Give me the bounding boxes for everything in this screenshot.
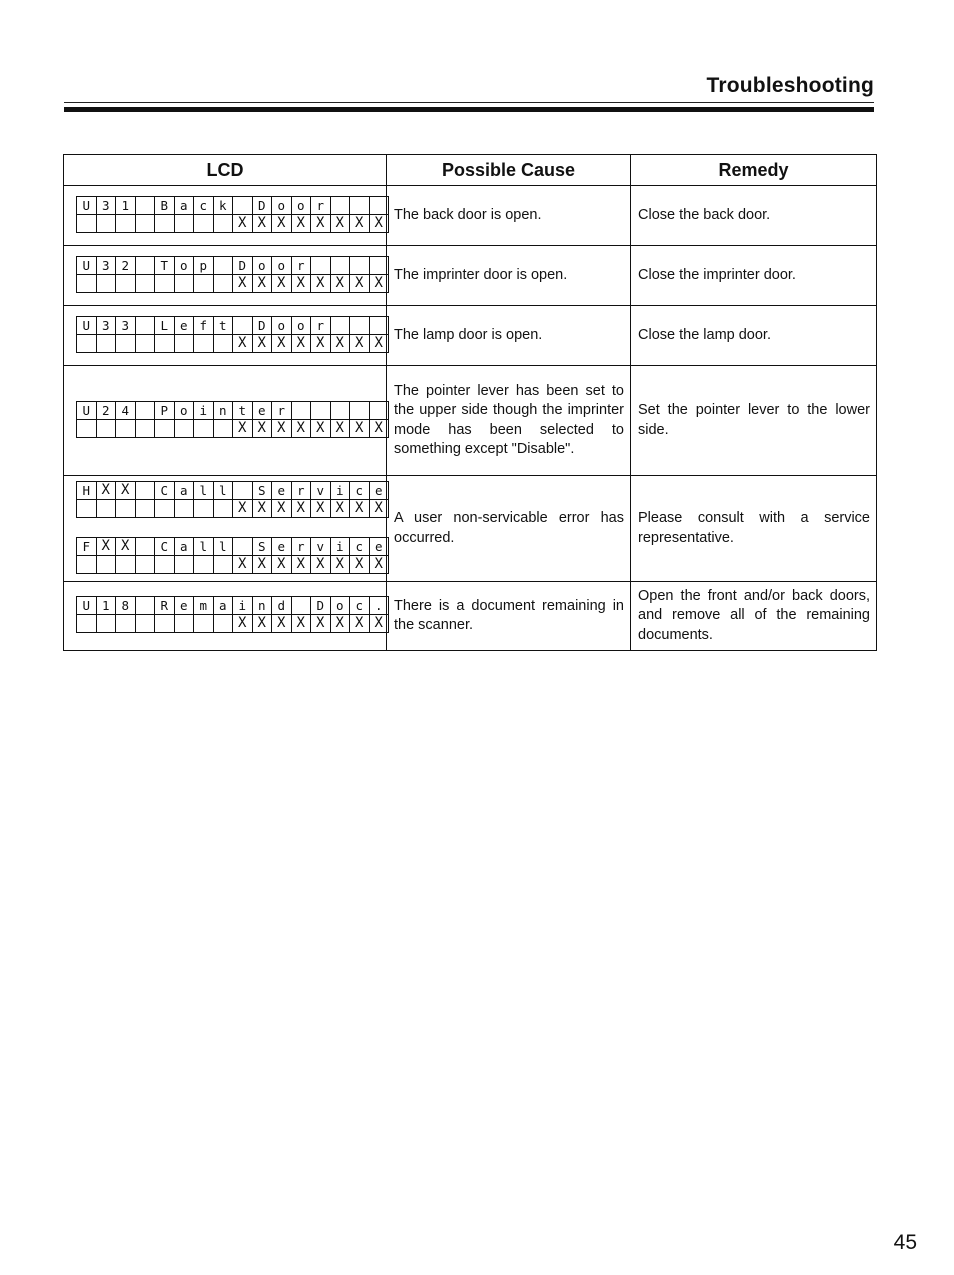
lcd-char: X [330, 419, 351, 438]
lcd-char [349, 316, 370, 335]
lcd-cell [64, 306, 387, 366]
lcd-char: r [310, 316, 331, 335]
lcd-char [135, 419, 156, 438]
lcd-char: . [369, 596, 390, 615]
lcd-char: l [193, 481, 214, 500]
lcd-char: X [330, 274, 351, 293]
lcd-char [232, 537, 253, 556]
lcd-char [193, 555, 214, 574]
lcd-cell [64, 582, 387, 651]
lcd-char: f [193, 316, 214, 335]
lcd-char [213, 256, 234, 275]
lcd-char: r [271, 401, 292, 420]
lcd-char: L [154, 316, 175, 335]
lcd-char: i [193, 401, 214, 420]
lcd-line1 [76, 256, 388, 274]
lcd-char [96, 614, 117, 633]
lcd-char: D [232, 256, 253, 275]
lcd-char: P [154, 401, 175, 420]
lcd-char: n [213, 401, 234, 420]
lcd-char: o [291, 316, 312, 335]
lcd-char [135, 196, 156, 215]
lcd-char: a [213, 596, 234, 615]
lcd-line2 [76, 555, 388, 573]
lcd-char: C [154, 537, 175, 556]
lcd-char [76, 614, 97, 633]
lcd-char: X [349, 555, 370, 574]
lcd-char: X [271, 274, 292, 293]
lcd-char: r [291, 256, 312, 275]
lcd-display [76, 537, 388, 573]
lcd-char: U [76, 316, 97, 335]
lcd-char [115, 334, 136, 353]
column-header-lcd: LCD [64, 155, 387, 186]
lcd-char: X [271, 555, 292, 574]
lcd-char: X [349, 614, 370, 633]
lcd-char: i [330, 481, 351, 500]
lcd-display [76, 401, 388, 437]
lcd-char [174, 555, 195, 574]
lcd-char: 1 [115, 196, 136, 215]
lcd-line1 [76, 401, 388, 419]
lcd-char [213, 274, 234, 293]
lcd-char [174, 419, 195, 438]
lcd-char: X [271, 419, 292, 438]
lcd-char [115, 214, 136, 233]
lcd-char: o [252, 256, 273, 275]
lcd-char: X [349, 499, 370, 518]
remedy-text: Set the pointer lever to the lower side. [631, 366, 877, 476]
lcd-char [174, 334, 195, 353]
lcd-char: e [369, 537, 390, 556]
lcd-char [135, 214, 156, 233]
lcd-char [135, 334, 156, 353]
lcd-char: U [76, 596, 97, 615]
lcd-char: X [291, 555, 312, 574]
lcd-char [369, 196, 390, 215]
column-header-remedy: Remedy [631, 155, 877, 186]
lcd-char: X [115, 481, 136, 500]
lcd-char: X [369, 419, 390, 438]
lcd-char [154, 274, 175, 293]
lcd-char [96, 419, 117, 438]
lcd-char: a [174, 481, 195, 500]
lcd-display [76, 256, 388, 292]
lcd-char [213, 499, 234, 518]
lcd-char: X [96, 537, 117, 556]
lcd-char: o [271, 256, 292, 275]
lcd-line2 [76, 214, 388, 232]
lcd-char: U [76, 401, 97, 420]
lcd-char [115, 419, 136, 438]
lcd-char: l [213, 537, 234, 556]
lcd-char: F [76, 537, 97, 556]
lcd-char: X [330, 334, 351, 353]
lcd-char: d [271, 596, 292, 615]
lcd-char [349, 401, 370, 420]
lcd-char: r [291, 481, 312, 500]
lcd-char: X [232, 334, 253, 353]
lcd-char: B [154, 196, 175, 215]
lcd-char: X [369, 274, 390, 293]
lcd-char: o [271, 196, 292, 215]
lcd-char: 2 [96, 401, 117, 420]
lcd-char [96, 274, 117, 293]
possible-cause-text: There is a document remaining in the scanner. [387, 582, 631, 651]
lcd-char: 3 [96, 316, 117, 335]
lcd-char: X [330, 614, 351, 633]
lcd-char [193, 499, 214, 518]
lcd-char: X [252, 419, 273, 438]
lcd-char: X [291, 499, 312, 518]
lcd-char [213, 419, 234, 438]
lcd-char [369, 316, 390, 335]
possible-cause-text: The lamp door is open. [387, 306, 631, 366]
lcd-cell [64, 246, 387, 306]
lcd-cell [64, 476, 387, 582]
lcd-char [310, 401, 331, 420]
lcd-char: a [174, 196, 195, 215]
lcd-char: X [115, 537, 136, 556]
lcd-char [369, 401, 390, 420]
lcd-char: r [310, 196, 331, 215]
lcd-char: X [310, 614, 331, 633]
lcd-char: X [232, 555, 253, 574]
lcd-char [232, 481, 253, 500]
lcd-char: c [193, 196, 214, 215]
lcd-char: 3 [96, 256, 117, 275]
lcd-char: i [232, 596, 253, 615]
lcd-char [115, 499, 136, 518]
lcd-char [154, 214, 175, 233]
lcd-char [193, 334, 214, 353]
lcd-char: D [310, 596, 331, 615]
lcd-char: X [349, 214, 370, 233]
lcd-char [135, 614, 156, 633]
remedy-text: Open the front and/or back doors, and remove all of the remaining documents. [631, 582, 877, 651]
section-title: Troubleshooting [706, 74, 874, 97]
lcd-char [174, 214, 195, 233]
lcd-char: X [232, 419, 253, 438]
lcd-char [193, 614, 214, 633]
lcd-char: e [174, 596, 195, 615]
lcd-char [174, 499, 195, 518]
lcd-char: X [291, 334, 312, 353]
table-row [64, 246, 877, 306]
lcd-char [213, 614, 234, 633]
lcd-char [96, 334, 117, 353]
lcd-char: D [252, 196, 273, 215]
lcd-char [135, 596, 156, 615]
lcd-char: 3 [96, 196, 117, 215]
table-row [64, 582, 877, 651]
lcd-char [135, 499, 156, 518]
lcd-char [330, 196, 351, 215]
lcd-line2 [76, 499, 388, 517]
lcd-char: U [76, 196, 97, 215]
lcd-display [76, 481, 388, 517]
lcd-char: H [76, 481, 97, 500]
lcd-char: R [154, 596, 175, 615]
lcd-char [193, 214, 214, 233]
troubleshooting-table [63, 154, 877, 651]
lcd-char: i [330, 537, 351, 556]
lcd-char: X [330, 214, 351, 233]
lcd-char: 1 [96, 596, 117, 615]
lcd-char: X [310, 499, 331, 518]
remedy-text: Close the lamp door. [631, 306, 877, 366]
lcd-line2 [76, 614, 388, 632]
lcd-char: X [330, 555, 351, 574]
lcd-char: X [291, 614, 312, 633]
lcd-char: X [310, 214, 331, 233]
lcd-char: S [252, 537, 273, 556]
lcd-char: n [252, 596, 273, 615]
lcd-char [174, 274, 195, 293]
lcd-char [96, 214, 117, 233]
lcd-char: X [252, 274, 273, 293]
lcd-char [174, 614, 195, 633]
remedy-text: Close the back door. [631, 186, 877, 246]
lcd-char: X [252, 214, 273, 233]
lcd-char: X [369, 214, 390, 233]
lcd-char: T [154, 256, 175, 275]
lcd-char: e [369, 481, 390, 500]
lcd-line1 [76, 316, 388, 334]
lcd-char: U [76, 256, 97, 275]
lcd-char: o [174, 256, 195, 275]
lcd-char: e [271, 537, 292, 556]
lcd-char: e [174, 316, 195, 335]
lcd-display [76, 596, 388, 632]
lcd-char: X [271, 334, 292, 353]
possible-cause-text: The imprinter door is open. [387, 246, 631, 306]
lcd-char [154, 555, 175, 574]
lcd-char [115, 555, 136, 574]
table-row [64, 186, 877, 246]
lcd-char [135, 537, 156, 556]
table-header-row [64, 155, 877, 186]
remedy-text: Close the imprinter door. [631, 246, 877, 306]
lcd-char: t [213, 316, 234, 335]
lcd-char: X [349, 274, 370, 293]
lcd-char: X [310, 334, 331, 353]
lcd-char: e [271, 481, 292, 500]
lcd-line2 [76, 419, 388, 437]
lcd-char: X [252, 499, 273, 518]
lcd-char: v [310, 481, 331, 500]
lcd-char: a [174, 537, 195, 556]
lcd-char: k [213, 196, 234, 215]
lcd-char: c [349, 481, 370, 500]
lcd-line2 [76, 274, 388, 292]
lcd-char: o [330, 596, 351, 615]
lcd-char [193, 419, 214, 438]
lcd-cell [64, 186, 387, 246]
lcd-char [330, 316, 351, 335]
lcd-char: X [291, 214, 312, 233]
lcd-char [349, 196, 370, 215]
lcd-char: X [271, 214, 292, 233]
lcd-char: X [232, 214, 253, 233]
lcd-line2 [76, 334, 388, 352]
lcd-char: 3 [115, 316, 136, 335]
lcd-char: X [232, 499, 253, 518]
lcd-char: C [154, 481, 175, 500]
lcd-line1 [76, 537, 388, 555]
lcd-char: l [213, 481, 234, 500]
lcd-char: o [291, 196, 312, 215]
lcd-char [96, 555, 117, 574]
lcd-char [213, 334, 234, 353]
lcd-line1 [76, 481, 388, 499]
table-row [64, 366, 877, 476]
lcd-char: X [310, 555, 331, 574]
lcd-char: X [349, 419, 370, 438]
lcd-char [76, 274, 97, 293]
lcd-char [76, 555, 97, 574]
lcd-char [291, 596, 312, 615]
lcd-char [135, 481, 156, 500]
lcd-char [213, 214, 234, 233]
lcd-char [135, 401, 156, 420]
lcd-char [135, 256, 156, 275]
possible-cause-text: A user non-servicable error has occurred. [387, 476, 631, 582]
lcd-char: 8 [115, 596, 136, 615]
lcd-char: m [193, 596, 214, 615]
lcd-char: t [232, 401, 253, 420]
lcd-char [115, 274, 136, 293]
lcd-char: 4 [115, 401, 136, 420]
lcd-char [369, 256, 390, 275]
lcd-char [310, 256, 331, 275]
lcd-char [291, 401, 312, 420]
lcd-char [154, 419, 175, 438]
possible-cause-text: The back door is open. [387, 186, 631, 246]
lcd-char: X [96, 481, 117, 500]
possible-cause-text: The pointer lever has been set to the upper side though the imprinter mode has been selected to something except "Disable". [387, 366, 631, 476]
lcd-char: X [252, 614, 273, 633]
lcd-char: c [349, 537, 370, 556]
lcd-char: v [310, 537, 331, 556]
lcd-char: X [291, 274, 312, 293]
lcd-char [330, 401, 351, 420]
lcd-char [154, 334, 175, 353]
lcd-display [76, 316, 388, 352]
lcd-cell [64, 366, 387, 476]
lcd-char: c [349, 596, 370, 615]
lcd-char [349, 256, 370, 275]
lcd-char [232, 196, 253, 215]
lcd-char [135, 316, 156, 335]
lcd-char: X [330, 499, 351, 518]
lcd-char: S [252, 481, 273, 500]
lcd-char: X [232, 614, 253, 633]
lcd-char: 2 [115, 256, 136, 275]
lcd-char: r [291, 537, 312, 556]
header-rule-thin [64, 102, 874, 103]
lcd-char [154, 499, 175, 518]
lcd-char: X [232, 274, 253, 293]
lcd-char: X [310, 419, 331, 438]
lcd-char: X [252, 334, 273, 353]
page-number: 45 [893, 1231, 917, 1254]
lcd-line1 [76, 596, 388, 614]
lcd-char: X [271, 499, 292, 518]
lcd-char [76, 214, 97, 233]
remedy-text: Please consult with a service representative. [631, 476, 877, 582]
lcd-char [330, 256, 351, 275]
lcd-char: X [369, 555, 390, 574]
lcd-char: e [252, 401, 273, 420]
lcd-char [135, 555, 156, 574]
column-header-cause: Possible Cause [387, 155, 631, 186]
lcd-char: D [252, 316, 273, 335]
lcd-char: l [193, 537, 214, 556]
lcd-char [232, 316, 253, 335]
lcd-char: X [349, 334, 370, 353]
header-rule-thick [64, 107, 874, 112]
lcd-char [135, 274, 156, 293]
table-row [64, 476, 877, 582]
table-row [64, 306, 877, 366]
lcd-char [115, 614, 136, 633]
lcd-char: p [193, 256, 214, 275]
lcd-char: X [369, 614, 390, 633]
lcd-char [76, 334, 97, 353]
lcd-char: X [310, 274, 331, 293]
lcd-char: X [252, 555, 273, 574]
lcd-line1 [76, 196, 388, 214]
lcd-char: X [369, 499, 390, 518]
lcd-char: X [271, 614, 292, 633]
lcd-char [96, 499, 117, 518]
lcd-char: X [291, 419, 312, 438]
lcd-display [76, 196, 388, 232]
lcd-char: o [174, 401, 195, 420]
lcd-char: o [271, 316, 292, 335]
lcd-char [154, 614, 175, 633]
lcd-char: X [369, 334, 390, 353]
lcd-char [76, 499, 97, 518]
lcd-char [76, 419, 97, 438]
lcd-char [213, 555, 234, 574]
lcd-char [193, 274, 214, 293]
